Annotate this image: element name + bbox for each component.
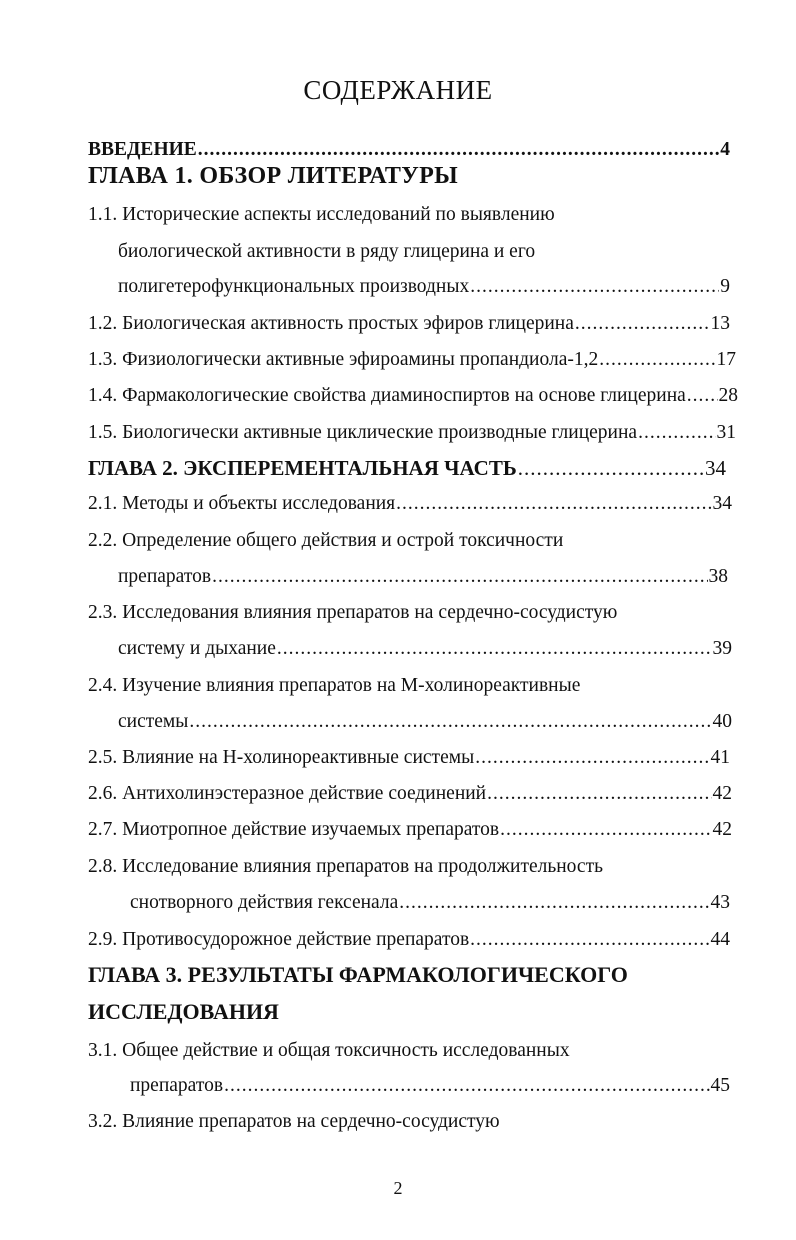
toc-page-number: 42: [712, 783, 732, 804]
leader-dots: [500, 817, 711, 843]
leader-dots: [212, 564, 707, 590]
toc-entry-label: 2.7. Миотропное действие изучаемых препаратов: [88, 819, 500, 840]
toc-entry-2-3[interactable]: [118, 636, 732, 662]
leader-dots: [224, 1073, 709, 1099]
toc-entry-label: 1.5. Биологически активные циклические производные глицерина: [88, 422, 638, 443]
toc-entry-label: ГЛАВА 2. ЭКСПЕРЕМЕНТАЛЬНАЯ ЧАСТЬ: [88, 456, 517, 480]
leader-dots: [518, 454, 704, 482]
toc-entry-2-8-line1: 2.8. Исследование влияния препаратов на продолжительность: [88, 856, 603, 877]
leader-dots: [575, 311, 710, 337]
toc-entry-2-2-line1: 2.2. Определение общего действия и острой токсичности: [88, 530, 564, 551]
toc-page-number: 40: [712, 711, 732, 732]
toc-entry-2-8[interactable]: [130, 890, 730, 916]
toc-entry-3-1[interactable]: [130, 1073, 730, 1099]
leader-dots: [470, 274, 719, 300]
toc-page-number: 41: [710, 747, 730, 768]
chapter-2-heading[interactable]: [88, 454, 726, 482]
toc-entry-3-2-line1: 3.2. Влияние препаратов на сердечно-сосудистую: [88, 1111, 500, 1132]
toc-page-number: 34: [705, 456, 726, 480]
leader-dots: [277, 636, 712, 662]
toc-entry-label: полигетерофункциональных производных: [118, 276, 470, 297]
toc-entry-label: 2.1. Методы и объекты исследования: [88, 493, 396, 514]
toc-entry-label: систему и дыхание: [118, 638, 276, 659]
toc-page-number: 9: [720, 276, 730, 297]
toc-entry-2-4-line1: 2.4. Изучение влияния препаратов на М-холинореактивные: [88, 675, 581, 696]
toc-page-number: 17: [716, 349, 736, 370]
page-title: СОДЕРЖАНИЕ: [303, 75, 493, 105]
toc-entry-1-1-line1: 1.1. Исторические аспекты исследований по выявлению: [88, 204, 555, 225]
toc-entry-2-7[interactable]: [88, 817, 732, 843]
leader-dots: [399, 890, 709, 916]
toc-entry-1-1-line2: биологической активности в ряду глицерина и его: [118, 241, 536, 262]
toc-page-number: 13: [710, 313, 730, 334]
leader-dots: [470, 927, 709, 953]
toc-entry-label: снотворного действия гексенала: [130, 892, 399, 913]
toc-entry-label: 2.9. Противосудорожное действие препаратов: [88, 929, 470, 950]
leader-dots: [487, 781, 711, 807]
toc-entry-1-1[interactable]: [118, 274, 730, 300]
toc-page-number: 44: [710, 929, 730, 950]
toc-page-number: 31: [716, 422, 736, 443]
toc-entry-2-6[interactable]: [88, 781, 732, 807]
toc-entry-introduction[interactable]: [88, 137, 730, 163]
toc-page-number: 34: [712, 493, 732, 514]
page-number: 2: [393, 1178, 403, 1198]
toc-entry-1-5[interactable]: [88, 420, 736, 446]
leader-dots: [599, 347, 715, 373]
chapter-3-heading-line2: ИССЛЕДОВАНИЯ: [88, 999, 279, 1024]
toc-entry-2-4[interactable]: [118, 709, 732, 735]
toc-entry-label: 1.4. Фармакологические свойства диаминоспиртов на основе глицерина: [88, 385, 686, 406]
toc-entry-label: 2.6. Антихолинэстеразное действие соединений: [88, 783, 487, 804]
leader-dots: [396, 491, 711, 517]
toc-entry-3-1-line1: 3.1. Общее действие и общая токсичность исследованных: [88, 1040, 570, 1061]
toc-entry-label: 1.2. Биологическая активность простых эфиров глицерина: [88, 313, 574, 334]
leader-dots: [687, 383, 718, 409]
toc-entry-1-2[interactable]: [88, 311, 730, 337]
toc-entry-label: системы: [118, 711, 189, 732]
toc-entry-2-9[interactable]: [88, 927, 730, 953]
toc-entry-1-3[interactable]: [88, 347, 736, 373]
toc-entry-1-4[interactable]: [88, 383, 738, 409]
leader-dots: [189, 709, 711, 735]
toc-page-number: 45: [710, 1075, 730, 1096]
toc-entry-label: ВВЕДЕНИЕ: [88, 139, 197, 160]
leader-dots: [638, 420, 715, 446]
leader-dots: [475, 745, 709, 771]
chapter-1-heading: ГЛАВА 1. ОБЗОР ЛИТЕРАТУРЫ: [88, 163, 458, 189]
toc-entry-2-2[interactable]: [118, 564, 728, 590]
leader-dots: [198, 137, 719, 163]
toc-entry-label: 1.3. Физиологически активные эфироамины пропандиола-1,2: [88, 349, 599, 370]
toc-entry-label: 2.5. Влияние на Н-холинореактивные системы: [88, 747, 475, 768]
toc-entry-2-1[interactable]: [88, 491, 732, 517]
toc-entry-2-3-line1: 2.3. Исследования влияния препаратов на сердечно-сосудистую: [88, 602, 618, 623]
toc-page-number: 43: [710, 892, 730, 913]
toc-entry-label: препаратов: [130, 1075, 224, 1096]
toc-page-number: 39: [712, 638, 732, 659]
toc-page-number: 38: [708, 566, 728, 587]
toc-entry-2-5[interactable]: [88, 745, 730, 771]
chapter-3-heading-line1: ГЛАВА 3. РЕЗУЛЬТАТЫ ФАРМАКОЛОГИЧЕСКОГО: [88, 962, 628, 987]
toc-entry-label: препаратов: [118, 566, 212, 587]
toc-page-number: 4: [720, 139, 730, 160]
toc-page-number: 28: [718, 385, 738, 406]
toc-page-number: 42: [712, 819, 732, 840]
